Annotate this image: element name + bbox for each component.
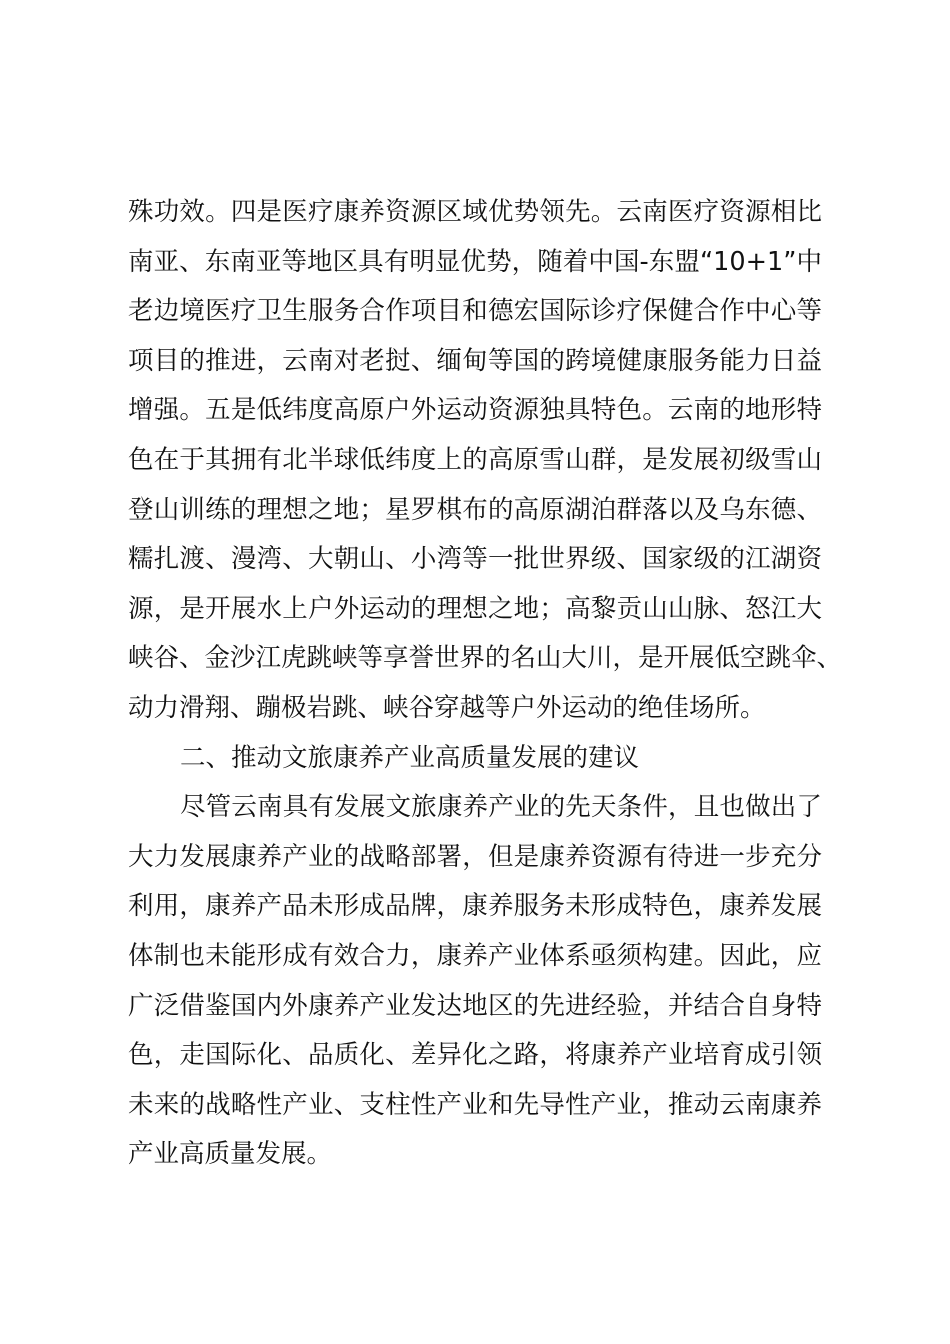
text-line: 色在于其拥有北半球低纬度上的高原雪山群，是发展初级雪山 xyxy=(128,444,822,475)
paragraph xyxy=(128,783,822,1180)
text-line: 未来的战略性产业、支柱性产业和先导性产业，推动云南康养 xyxy=(128,1089,822,1120)
text-line: 色，走国际化、品质化、差异化之路，将康养产业培育成引领 xyxy=(128,1040,822,1071)
text-line: 糯扎渡、漫湾、大朝山、小湾等一批世界级、国家级的江湖资 xyxy=(128,544,822,575)
text-line: 增强。五是低纬度高原户外运动资源独具特色。云南的地形特 xyxy=(128,395,822,426)
text-line: 老边境医疗卫生服务合作项目和德宏国际诊疗保健合作中心等 xyxy=(128,296,822,327)
text-line: 利用，康养产品未形成品牌，康养服务未形成特色，康养发展 xyxy=(128,891,822,922)
text-line: 殊功效。四是医疗康养资源区域优势领先。云南医疗资源相比 xyxy=(128,197,822,227)
paragraph-continuation xyxy=(128,188,843,734)
text-line: 动力滑翔、蹦极岩跳、峡谷穿越等户外运动的绝佳场所。 xyxy=(128,692,766,723)
document-page xyxy=(128,188,843,1180)
text-line: 大力发展康养产业的战略部署，但是康养资源有待进一步充分 xyxy=(128,841,822,872)
text-line: 产业高质量发展。 xyxy=(128,1139,333,1170)
text-line: 峡谷、金沙江虎跳峡等享誉世界的名山大川，是开展低空跳伞、 xyxy=(128,643,843,674)
text-line: 广泛借鉴国内外康养产业发达地区的先进经验，并结合自身特 xyxy=(128,990,822,1021)
heading-text: 二、推动文旅康养产业高质量发展的建议 xyxy=(180,742,640,773)
text-line: 体制也未能形成有效合力，康养产业体系亟须构建。因此，应 xyxy=(128,940,822,971)
text-line: 尽管云南具有发展文旅康养产业的先天条件，且也做出了 xyxy=(180,792,822,823)
text-line: 源，是开展水上户外运动的理想之地；高黎贡山山脉、怒江大 xyxy=(128,593,822,624)
text-line: 登山训练的理想之地；星罗棋布的高原湖泊群落以及乌东德、 xyxy=(128,494,822,525)
text-line: 南亚、东南亚等地区具有明显优势，随着中国-东盟“10+1”中 xyxy=(128,246,822,277)
section-heading xyxy=(128,734,822,784)
text-line: 项目的推进，云南对老挝、缅甸等国的跨境健康服务能力日益 xyxy=(128,345,822,376)
